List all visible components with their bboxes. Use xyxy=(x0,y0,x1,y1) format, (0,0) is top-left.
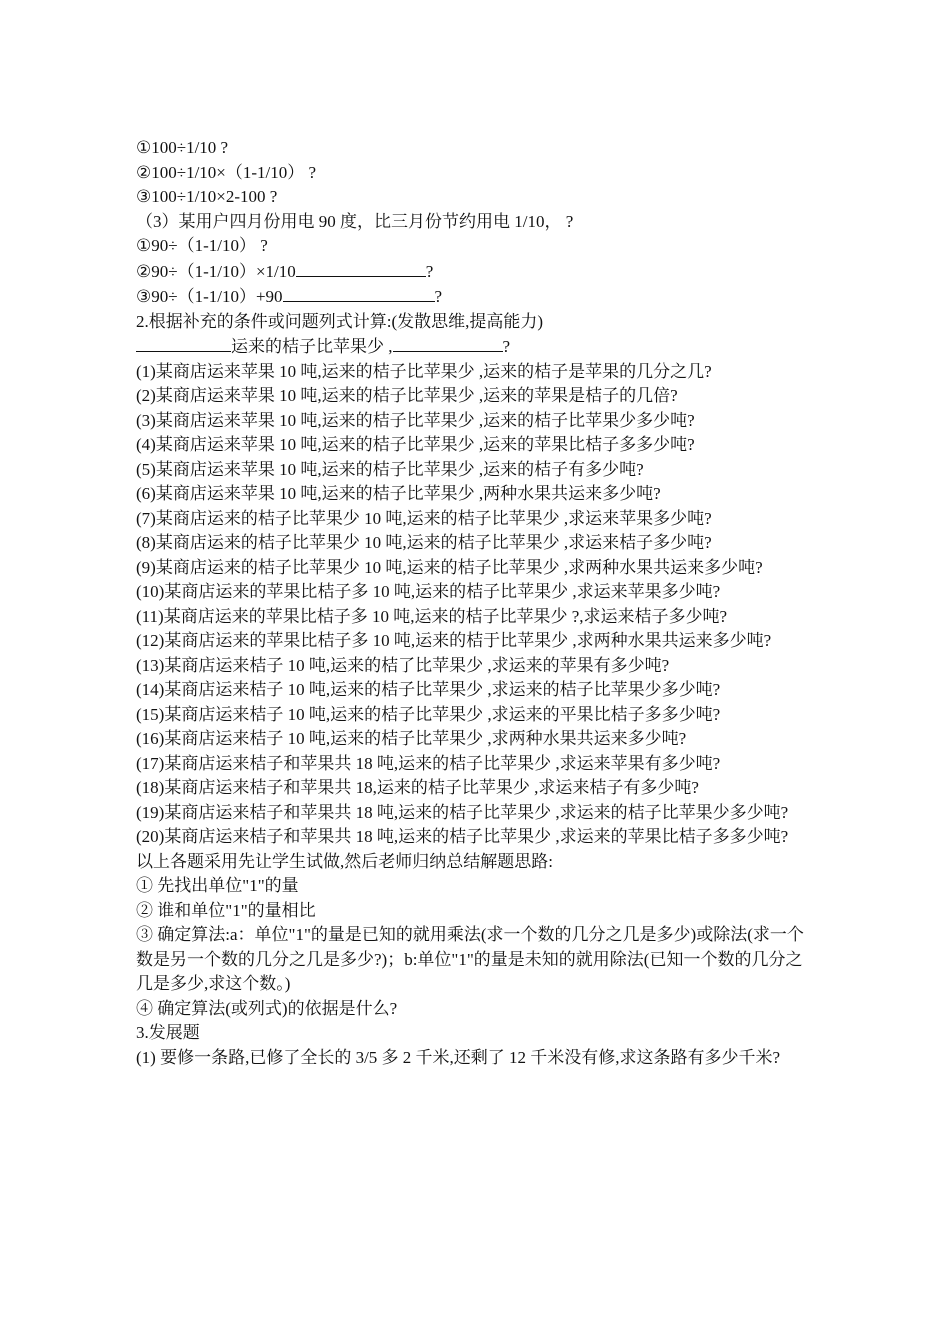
formula-text: ③90÷（1-1/10）+90 xyxy=(136,287,283,306)
list-item: (5)某商店运来苹果 10 吨,运来的桔子比苹果少 ,运来的桔子有多少吨? xyxy=(136,459,644,479)
list-item: (7)某商店运来的桔子比苹果少 10 吨,运来的桔子比苹果少 ,求运来苹果多少吨? xyxy=(136,508,712,528)
solution-summary xyxy=(136,850,818,1022)
answer-blank xyxy=(296,259,426,277)
list-item: (8)某商店运来的桔子比苹果少 10 吨,运来的桔子比苹果少 ,求运来桔子多少吨? xyxy=(136,533,712,552)
template-line xyxy=(136,334,818,360)
list-item: (11)某商店运来的苹果比桔子多 10 吨,运来的桔子比苹果少 ?,求运来桔子多少吨? xyxy=(136,606,728,626)
list-item: (14)某商店运来桔子 10 吨,运来的桔子比苹果少 ,求运来的桔子比苹果少多少吨? xyxy=(136,680,721,699)
formula-suffix: ? xyxy=(425,261,434,281)
template-end: ? xyxy=(502,337,511,356)
list-item: (2)某商店运来苹果 10 吨,运来的桔子比苹果少 ,运来的苹果是桔子的几倍? xyxy=(136,386,678,405)
problem-line: （3）某用户四月份用电 90 度，比三月份节约用电 1/10， ? xyxy=(136,211,574,231)
problem-list xyxy=(136,360,818,850)
summary-line: 以上各题采用先让学生试做,然后老师归纳总结解题思路: xyxy=(136,851,553,871)
question-blank xyxy=(393,334,503,352)
summary-line: ① 先找出单位"1"的量 xyxy=(136,876,299,895)
section-heading: 2.根据补充的条件或问题列式计算:(发散思维,提高能力) xyxy=(136,311,544,331)
list-item: (4)某商店运来苹果 10 吨,运来的桔子比苹果少 ,运来的苹果比桔子多多少吨? xyxy=(136,435,695,454)
list-item: (13)某商店运来桔子 10 吨,运来的桔了比苹果少 ,求运来的苹果有多少吨? xyxy=(136,655,670,675)
summary-line: ④ 确定算法(或列式)的依据是什么? xyxy=(136,998,398,1018)
summary-line: ② 谁和单位"1"的量相比 xyxy=(136,900,316,920)
list-item: (16)某商店运来桔子 10 吨,运来的桔子比苹果少 ,求两种水果共运来多少吨? xyxy=(136,729,687,748)
list-item: (3)某商店运来苹果 10 吨,运来的桔子比苹果少 ,运来的桔子比苹果少多少吨? xyxy=(136,410,695,430)
summary-line: ③ 确定算法:a：单位"1"的量是已知的就用乘法(求一个数的几分之几是多少)或除法(求一个数是另一个数的几分之几是多少?)；b:单位"1"的量是未知的就用除法(已知一个数的几分之几是多少,求这个数。) xyxy=(136,925,804,993)
list-item: (1)某商店运来苹果 10 吨,运来的桔子比苹果少 ,运来的桔子是苹果的几分之几? xyxy=(136,361,712,381)
list-item: (9)某商店运来的桔子比苹果少 10 吨,运来的桔子比苹果少 ,求两种水果共运来多少吨? xyxy=(136,557,763,577)
answer-blank xyxy=(283,284,435,302)
list-item: (10)某商店运来的苹果比桔子多 10 吨,运来的桔子比苹果少 ,求运来苹果多少吨? xyxy=(136,582,721,601)
formula-line-blank xyxy=(136,259,818,285)
list-item: (20)某商店运来桔子和苹果共 18 吨,运来的桔子比苹果少 ,求运来的苹果比桔子多多少吨? xyxy=(136,827,789,846)
list-item: (18)某商店运来桔子和苹果共 18,运来的桔子比苹果少 ,求运来桔子有多少吨? xyxy=(136,778,699,797)
formula-line: ②100÷1/10×（1-1/10） ? xyxy=(136,162,317,182)
section-heading: 3.发展题 xyxy=(136,1023,200,1042)
formula-text: ②90÷（1-1/10）×1/10 xyxy=(136,261,296,281)
formula-line: ③100÷1/10×2-100 ? xyxy=(136,187,278,206)
list-item: (1) 要修一条路,已修了全长的 3/5 多 2 千米,还剩了 12 千米没有修,求这条路有多少千米? xyxy=(136,1047,781,1067)
formula-line-blank xyxy=(136,284,818,310)
condition-blank xyxy=(136,334,231,352)
list-item: (6)某商店运来苹果 10 吨,运来的桔子比苹果少 ,两种水果共运来多少吨? xyxy=(136,484,661,503)
formula-line: ①100÷1/10 ? xyxy=(136,138,229,157)
formula-suffix: ? xyxy=(434,287,443,306)
list-item: (15)某商店运来桔子 10 吨,运来的桔子比苹果少 ,求运来的平果比桔子多多少吨? xyxy=(136,704,721,724)
list-item: (12)某商店运来的苹果比桔子多 10 吨,运来的桔于比苹果少 ,求两种水果共运来多少吨? xyxy=(136,631,772,650)
template-text: 运来的桔子比苹果少 , xyxy=(231,337,393,356)
formula-line: ①90÷（1-1/10） ? xyxy=(136,236,268,255)
document-body xyxy=(136,136,818,1070)
list-item: (17)某商店运来桔子和苹果共 18 吨,运来的桔子比苹果少 ,求运来苹果有多少吨? xyxy=(136,753,721,773)
list-item: (19)某商店运来桔子和苹果共 18 吨,运来的桔子比苹果少 ,求运来的桔子比苹果少多少吨? xyxy=(136,802,789,822)
